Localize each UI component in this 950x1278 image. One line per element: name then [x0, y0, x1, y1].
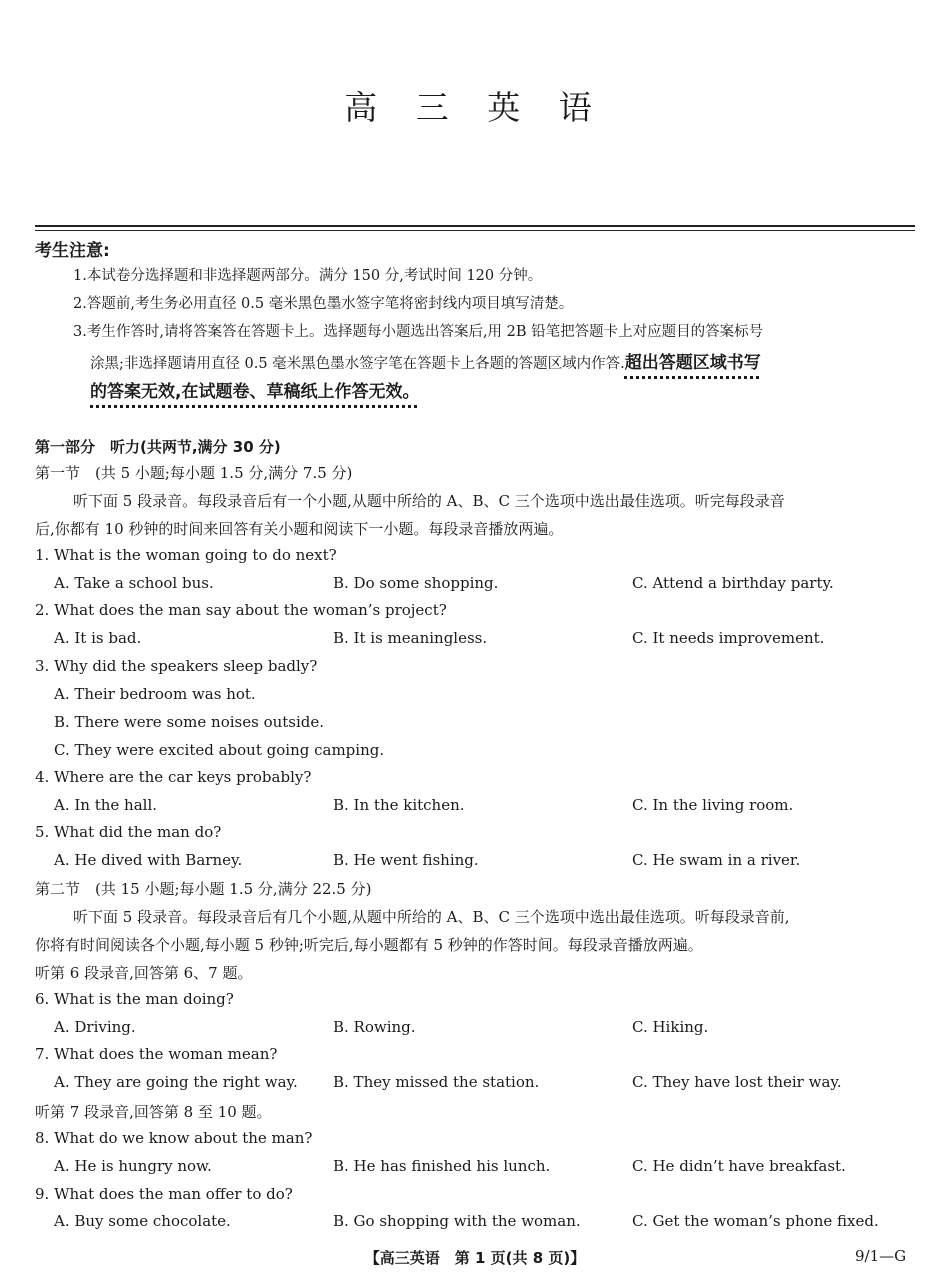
option-b: B. It is meaningless. — [333, 629, 488, 647]
notice-item-2: 2.答题前,考生务必用直径 0.5 毫米黑色墨水签字笔将密封线内项目填写清楚。 — [73, 296, 574, 312]
option-b: B. They missed the station. — [333, 1073, 540, 1091]
part-1-heading: 第一部分 听力(共两节,满分 30 分) — [35, 438, 281, 456]
option-c: C. Get the woman’s phone fixed. — [632, 1212, 879, 1230]
option-a: A. In the hall. — [54, 796, 158, 814]
segment-7-note: 听第 7 段录音,回答第 8 至 10 题。 — [35, 1103, 272, 1121]
option-c: C. They were excited about going camping. — [54, 741, 385, 759]
question-stem: 6. What is the man doing? — [35, 990, 234, 1008]
option-a: A. Buy some chocolate. — [54, 1212, 231, 1230]
option-c: C. They have lost their way. — [632, 1073, 842, 1091]
option-c: C. Hiking. — [632, 1018, 709, 1036]
section-2-instructions-line-2: 你将有时间阅读各个小题,每小题 5 秒钟;听完后,每小题都有 5 秒钟的作答时间。每段录音播放两遍。 — [35, 936, 703, 954]
option-a: A. They are going the right way. — [54, 1073, 298, 1091]
section-2-heading: 第二节 (共 15 小题;每小题 1.5 分,满分 22.5 分) — [35, 880, 372, 898]
notice-item-3-text: 涂黑;非选择题请用直径 0.5 毫米黑色墨水签字笔在答题卡上各题的答题区域内作答. — [90, 356, 625, 372]
page-code: 9/1—G — [855, 1247, 907, 1265]
notice-item-1: 1.本试卷分选择题和非选择题两部分。满分 150 分,考试时间 120 分钟。 — [73, 268, 543, 284]
option-c: C. He swam in a river. — [632, 851, 801, 869]
option-a: A. He is hungry now. — [54, 1157, 212, 1175]
option-b: B. In the kitchen. — [333, 796, 465, 814]
question-stem: 4. Where are the car keys probably? — [35, 768, 312, 786]
header-rule-thick — [35, 225, 915, 227]
notice-item-3-line-2 — [90, 348, 761, 373]
question-stem: 3. Why did the speakers sleep badly? — [35, 657, 318, 675]
question-stem: 5. What did the man do? — [35, 823, 222, 841]
page-footer: 【高三英语 第 1 页(共 8 页)】 — [364, 1249, 586, 1267]
question-stem: 8. What do we know about the man? — [35, 1129, 313, 1147]
page-title: 高 三 英 语 — [344, 88, 606, 127]
option-a: A. Their bedroom was hot. — [54, 685, 256, 703]
option-c: C. In the living room. — [632, 796, 794, 814]
option-c: C. Attend a birthday party. — [632, 574, 834, 592]
section-1-instructions-line-1: 听下面 5 段录音。每段录音后有一个小题,从题中所给的 A、B、C 三个选项中选出最佳选项。听完每段录音 — [73, 492, 785, 510]
option-b: B. Do some shopping. — [333, 574, 499, 592]
notice-item-3: 3.考生作答时,请将答案答在答题卡上。选择题每小题选出答案后,用 2B 铅笔把答题卡上对应题目的答案标号 — [73, 324, 764, 340]
section-1-instructions-line-2: 后,你都有 10 秒钟的时间来回答有关小题和阅读下一小题。每段录音播放两遍。 — [35, 520, 564, 538]
option-b: B. Go shopping with the woman. — [333, 1212, 581, 1230]
section-2-instructions-line-1: 听下面 5 段录音。每段录音后有几个小题,从题中所给的 A、B、C 三个选项中选出最佳选项。听每段录音前, — [73, 908, 790, 926]
option-b: B. Rowing. — [333, 1018, 416, 1036]
option-b: B. He went fishing. — [333, 851, 479, 869]
option-b: B. He has finished his lunch. — [333, 1157, 551, 1175]
option-a: A. He dived with Barney. — [54, 851, 243, 869]
option-a: A. Take a school bus. — [54, 574, 214, 592]
option-a: A. It is bad. — [54, 629, 142, 647]
option-a: A. Driving. — [54, 1018, 136, 1036]
header-rule-thin — [35, 230, 915, 231]
question-stem: 7. What does the woman mean? — [35, 1045, 278, 1063]
notice-emphasis-2: 的答案无效,在试题卷、草稿纸上作答无效。 — [90, 382, 420, 402]
option-b: B. There were some noises outside. — [54, 713, 325, 731]
question-stem: 2. What does the man say about the woman’s project? — [35, 601, 447, 619]
question-stem: 9. What does the man offer to do? — [35, 1185, 293, 1203]
question-stem: 1. What is the woman going to do next? — [35, 546, 337, 564]
notice-heading: 考生注意: — [35, 241, 110, 261]
section-1-heading: 第一节 (共 5 小题;每小题 1.5 分,满分 7.5 分) — [35, 464, 353, 482]
option-c: C. He didn’t have breakfast. — [632, 1157, 846, 1175]
option-c: C. It needs improvement. — [632, 629, 825, 647]
segment-6-note: 听第 6 段录音,回答第 6、7 题。 — [35, 964, 253, 982]
notice-emphasis-1: 超出答题区域书写 — [624, 353, 761, 373]
